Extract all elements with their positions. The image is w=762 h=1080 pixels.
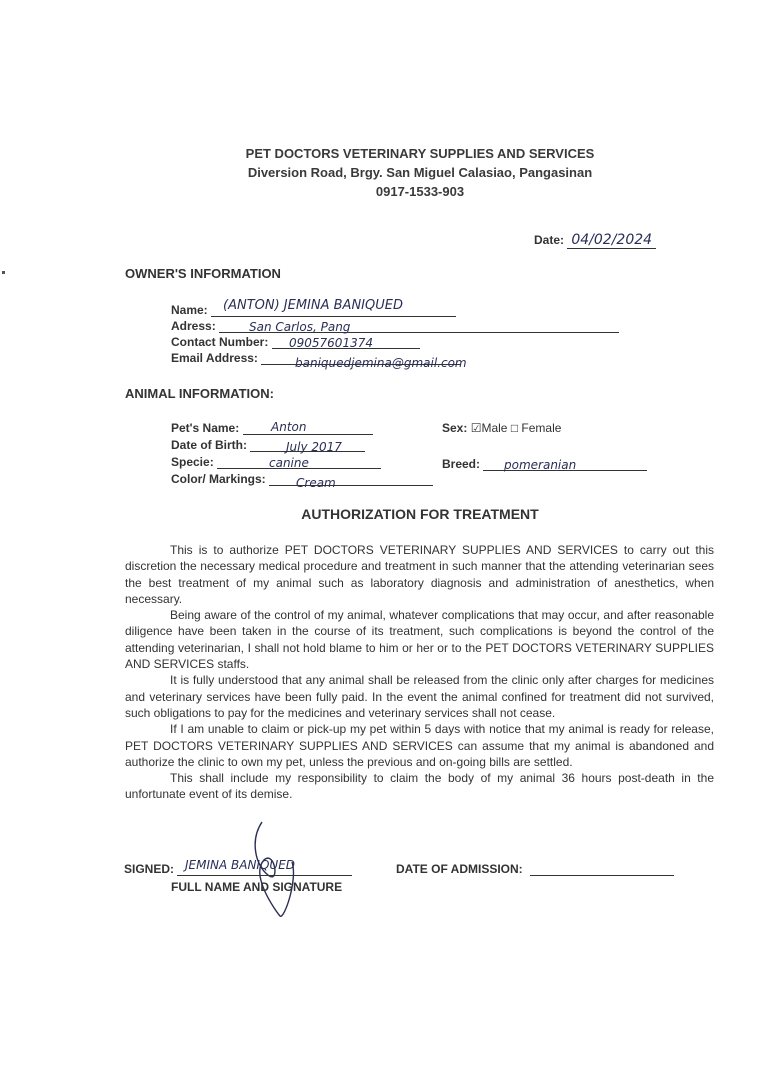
male-checkbox[interactable]: ☑ — [470, 421, 482, 435]
company-name: PET DOCTORS VETERINARY SUPPLIES AND SERVICES — [245, 146, 595, 161]
breed-field — [442, 456, 647, 471]
specie-field — [171, 454, 381, 469]
owner-section-title: OWNER'S INFORMATION — [125, 266, 281, 281]
owner-address-label: Adress: — [171, 319, 216, 333]
sex-label: Sex: — [442, 421, 468, 435]
dob-value: July 2017 — [286, 440, 342, 454]
paragraph: Being aware of the control of my animal, whatever complications that may occur, and after reasonable diligence have been taken in the course of its treatment, such complications is beyond the control of the attending veterinarian, I shall not hold blame to him or her or to the PET DOCTORS VETERINARY SUPPLIES AND SERVICES staffs. — [125, 608, 714, 672]
admission-date-field — [396, 862, 674, 876]
breed-label: Breed: — [442, 457, 481, 471]
owner-contact-value: 09057601374 — [289, 336, 373, 350]
company-phone: 0917-1533-903 — [375, 184, 465, 199]
paragraph: This shall include my responsibility to claim the body of my animal 36 hours post-death in the unfortunate event of its demise. — [125, 771, 714, 802]
paragraph: This is to authorize PET DOCTORS VETERINARY SUPPLIES AND SERVICES to carry out this discretion the necessary medical procedure and treatment in such manner that the attending veterinarian sees the best treatment of my animal such as laboratory diagnosis and administration of anesthetics, when necessary. — [125, 543, 714, 606]
owner-email-field — [171, 350, 467, 370]
paragraph: If I am unable to claim or pick-up my pet within 5 days with notice that my animal is ready for release, PET DOCTORS VETERINARY SUPPLIES AND SERVICES can assume that my animal is abandoned and authorize the clinic to own my pet, unless the previous and on-going bills are settled. — [125, 722, 714, 769]
authorization-title: AUTHORIZATION FOR TREATMENT — [301, 506, 539, 522]
admission-date-label: DATE OF ADMISSION: — [396, 862, 523, 876]
dob-field — [171, 437, 365, 452]
color-field — [171, 471, 433, 490]
owner-address-field — [171, 318, 619, 333]
fullname-signature-label: FULL NAME AND SIGNATURE — [171, 880, 343, 894]
owner-contact-label: Contact Number: — [171, 335, 269, 349]
signed-field — [124, 862, 352, 876]
dob-label: Date of Birth: — [171, 438, 247, 452]
animal-section-title: ANIMAL INFORMATION: — [125, 386, 274, 401]
authorization-body — [125, 542, 714, 803]
date-value: 04/02/2024 — [567, 232, 656, 249]
company-address: Diversion Road, Brgy. San Miguel Calasiao, Pangasinan — [247, 165, 593, 180]
owner-name-field — [171, 298, 456, 317]
letterhead — [0, 144, 762, 201]
specie-label: Specie: — [171, 455, 214, 469]
date-field — [534, 232, 656, 248]
pet-name-label: Pet's Name: — [171, 421, 240, 435]
admission-date-input[interactable] — [530, 863, 674, 876]
owner-name-label: Name: — [171, 303, 208, 317]
male-label: Male — [481, 421, 508, 435]
specie-value: canine — [269, 456, 309, 470]
signed-label: SIGNED: — [124, 862, 175, 876]
owner-contact-field — [171, 334, 420, 349]
pet-name-field — [171, 420, 373, 435]
owner-email-label: Email Address: — [171, 351, 258, 365]
owner-name-value: (ANTON) JEMINA BANIQUED — [223, 298, 403, 313]
color-value: Cream — [296, 476, 336, 490]
female-checkbox[interactable]: □ — [510, 421, 519, 435]
signed-name-value: JEMINA BANIQUED — [185, 858, 296, 872]
color-label: Color/ Markings: — [171, 472, 266, 486]
breed-value: pomeranian — [504, 458, 577, 472]
female-label: Female — [521, 421, 562, 435]
date-label: Date: — [534, 233, 565, 247]
owner-address-value: San Carlos, Pang — [249, 320, 351, 334]
pet-name-value: Anton — [271, 420, 307, 434]
scan-mark — [2, 271, 5, 274]
paragraph: It is fully understood that any animal shall be released from the clinic only after charges for medicines and veterinary services have been fully paid. In the event the animal confined for treatment did not survived, such obligations to pay for the medicines and veterinary services shall not cease. — [125, 673, 714, 720]
sex-field — [442, 421, 561, 435]
owner-email-value: baniquedjemina@gmail.com — [295, 356, 467, 370]
